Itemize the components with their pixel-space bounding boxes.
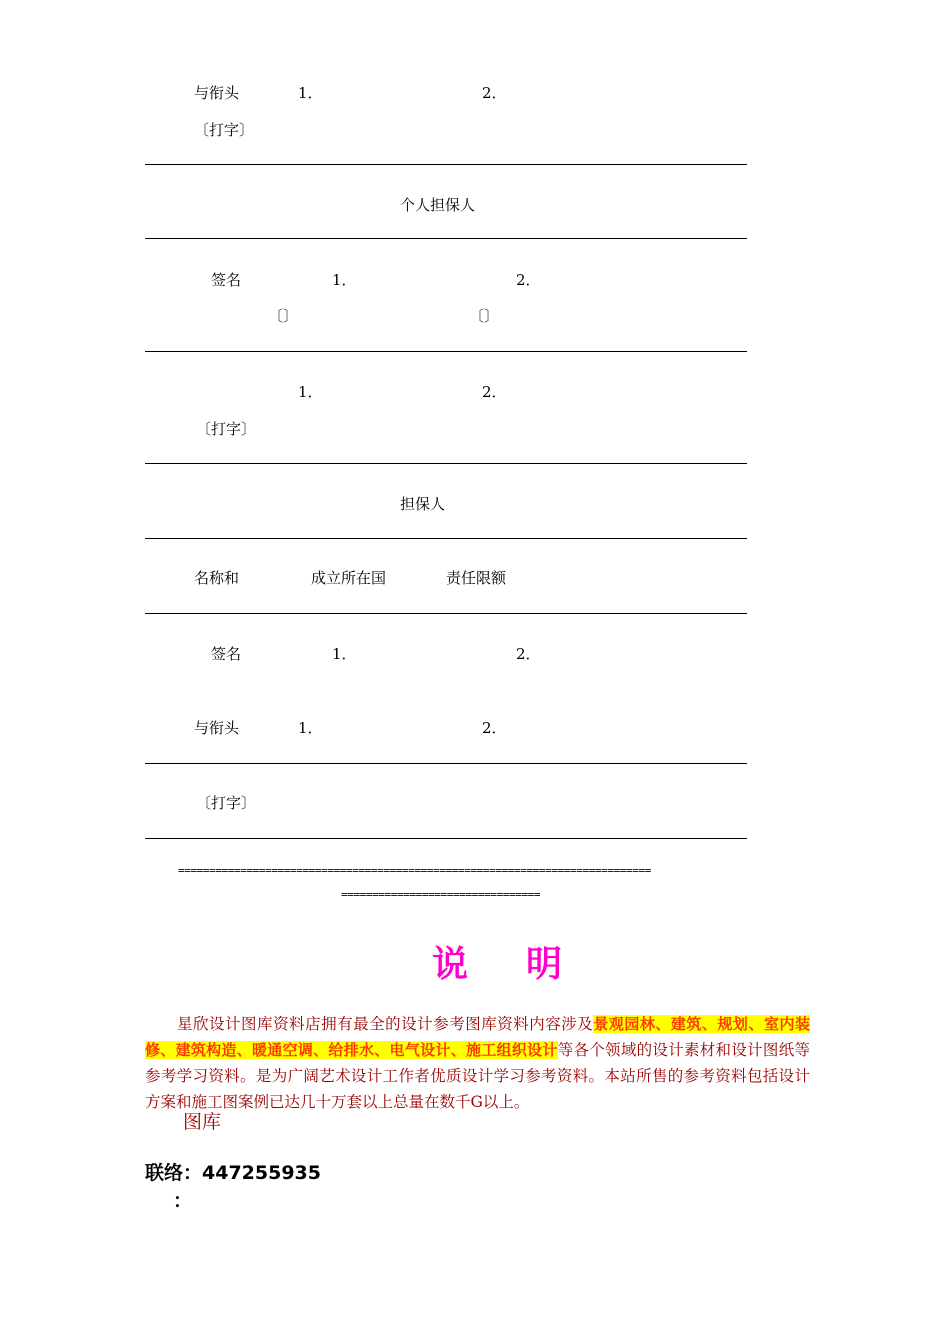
entry-number-1: 1． [332, 271, 357, 289]
form-rule [145, 238, 747, 239]
signature-label: 签名 [211, 645, 242, 663]
letter-title-label: 与衔头 [194, 84, 240, 102]
notice-rest: 等各个领域的设计素材和设计图纸等参考学习资料。是为广阔艺术设计工作者优质设计学习参考资料。本站所售的参考资料包括设计方案和施工图案例已达几十万套以上总量在数千G以上。 [145, 1041, 810, 1111]
entry-number-2: 2． [516, 271, 541, 289]
typed-label: 〔打字〕 [196, 420, 257, 438]
country-label: 成立所在国 [311, 569, 387, 587]
contact-line: 联络：447255935 [145, 1162, 321, 1184]
entry-number-1: 1． [298, 719, 323, 737]
entry-number-1: 1． [298, 383, 323, 401]
notice-title: 说明 [432, 944, 621, 985]
entry-number-2: 2． [482, 719, 507, 737]
entry-number-2: 2． [516, 645, 541, 663]
notice-body [145, 1011, 810, 1115]
form-rule [145, 463, 747, 464]
bracket-placeholder-1: 〔〕 [268, 307, 299, 325]
guarantor-heading: 担保人 [400, 495, 446, 513]
letter-title-label: 与衔头 [194, 719, 240, 737]
form-rule [145, 164, 747, 165]
entry-number-2: 2． [482, 84, 507, 102]
entry-number-1: 1． [298, 84, 323, 102]
signature-label: 签名 [211, 271, 242, 289]
form-rule [145, 351, 747, 352]
notice-intro: 星欣设计图库资料店拥有最全的设计参考图库资料内容涉及 [177, 1015, 594, 1033]
separator-line-2: ================================ [341, 888, 541, 901]
form-rule [145, 613, 747, 614]
form-rule [145, 763, 747, 764]
personal-guarantor-heading: 个人担保人 [400, 196, 476, 214]
form-rule [145, 838, 747, 839]
entry-number-1: 1． [332, 645, 357, 663]
library-label: 图库 [183, 1111, 222, 1133]
typed-label: 〔打字〕 [194, 121, 255, 139]
contact-colon: ： [173, 1190, 193, 1212]
liability-label: 责任限额 [446, 569, 507, 587]
name-label: 名称和 [194, 569, 240, 587]
form-rule [145, 538, 747, 539]
typed-label: 〔打字〕 [196, 794, 257, 812]
bracket-placeholder-2: 〔〕 [469, 307, 500, 325]
separator-line-1: ============================================================================ [178, 864, 651, 877]
notice-highlight: 景观园林、建筑、规划、室内装修、建筑构造、暖通空调、给排水、电气设计、施工组织设计 [145, 1015, 810, 1059]
entry-number-2: 2． [482, 383, 507, 401]
